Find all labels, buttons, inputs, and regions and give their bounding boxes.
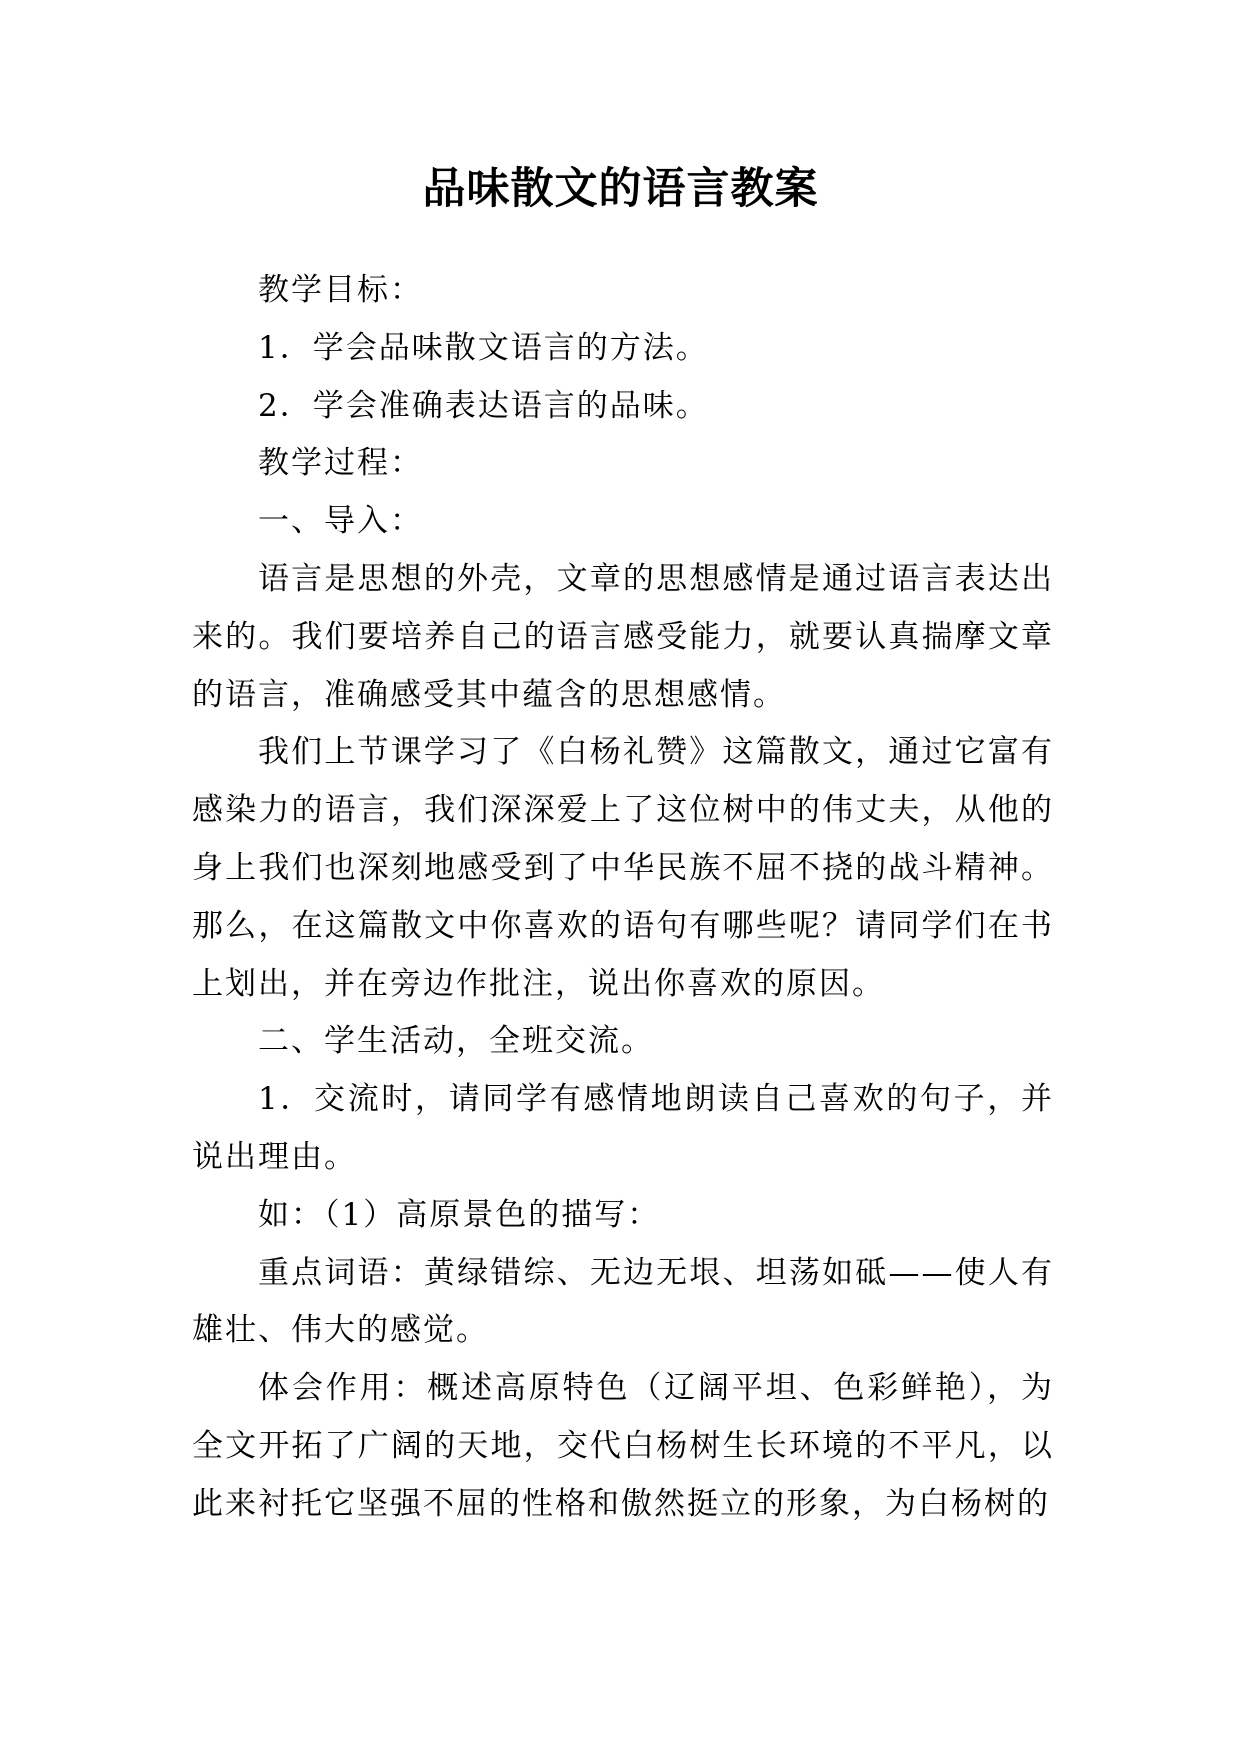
paragraph-example-heading: 如：（1）高原景色的描写： — [258, 1196, 661, 1233]
paragraph-teaching-process-heading: 教学过程： — [258, 445, 423, 482]
paragraph-teaching-goals-heading: 教学目标： — [258, 272, 423, 308]
paragraph-introduction: 语言是思想的外壳，文章的思想感情是通过语言表达出来的。我们要培养自己的语言感受能力，就要认真揣摩文章的语言，准确感受其中蕴含的思想感情。 — [192, 560, 1054, 713]
paragraph-effect: 体会作用：概述高原特色（辽阔平坦、色彩鲜艳），为全文开拓了广阔的天地，交代白杨树生长环境的不平凡，以此来衬托它坚强不屈的性格和傲然挺立的形象，为白杨树的 — [192, 1370, 1054, 1522]
paragraph-activity-1: 1．交流时，请同学有感情地朗读自己喜欢的句子，并说出理由。 — [192, 1081, 1054, 1175]
paragraph-goal-1: 1．学会品味散文语言的方法。 — [258, 329, 709, 366]
paragraph-section-1-heading: 一、导入： — [258, 503, 423, 540]
paragraph-goal-2: 2．学会准确表达语言的品味。 — [258, 387, 709, 424]
document-body — [192, 262, 1054, 1534]
paragraph-previous-lesson: 我们上节课学习了《白杨礼赞》这篇散文，通过它富有感染力的语言，我们深深爱上了这位树中的伟丈夫，从他的身上我们也深刻地感受到了中华民族不屈不挠的战斗精神。那么，在这篇散文中你喜欢的语句有哪些呢？请同学们在书上划出，并在旁边作批注，说出你喜欢的原因。 — [192, 734, 1054, 1002]
paragraph-section-2-heading: 二、学生活动，全班交流。 — [258, 1023, 654, 1060]
document-title: 品味散文的语言教案 — [422, 164, 819, 214]
paragraph-key-words: 重点词语：黄绿错综、无边无垠、坦荡如砥——使人有雄壮、伟大的感觉。 — [192, 1254, 1054, 1349]
